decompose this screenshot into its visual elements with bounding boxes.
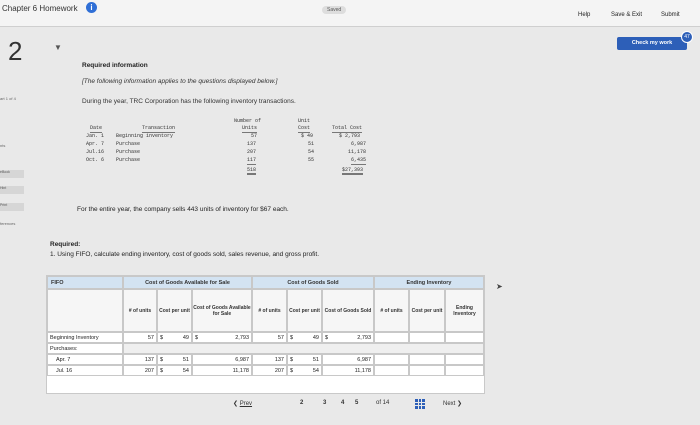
row-trans: Beginning inventory: [116, 133, 174, 139]
page-4[interactable]: 4: [341, 400, 345, 406]
row-date: Oct. 6: [86, 157, 105, 163]
row-trans: Purchase: [116, 149, 141, 155]
row-units: 57: [251, 133, 258, 139]
references-link[interactable]: ferences: [0, 221, 16, 226]
row-total: $ 2,793: [339, 133, 361, 139]
row-cost: 51: [308, 141, 315, 147]
page-count: of 14: [376, 400, 390, 406]
header-unitcost-top: Unit: [298, 118, 311, 124]
header-total: Total Cost: [332, 125, 363, 131]
row-total: 11,178: [348, 149, 367, 155]
apr-sold-cpu-input[interactable]: $ 51: [287, 354, 322, 365]
apr-end-units-input[interactable]: [374, 354, 409, 365]
row-apr-label: Apr. 7: [47, 354, 123, 365]
save-exit-button[interactable]: Save & Exit: [611, 12, 643, 18]
points-label: nts: [0, 143, 6, 148]
apr-cost-input[interactable]: 6,987: [192, 354, 252, 365]
fifo-label: FIFO: [47, 276, 123, 289]
question-number: 2: [8, 36, 23, 66]
row-label-header: [47, 289, 123, 332]
row-units: 207: [247, 149, 257, 155]
ebook-button[interactable]: eBook: [0, 170, 24, 178]
part-label: art 1 of 4: [0, 96, 16, 101]
page-3[interactable]: 3: [323, 400, 327, 406]
col-cost-per-unit: Cost per unit: [157, 289, 192, 332]
col-sold-cost: Cost of Goods Sold: [322, 289, 374, 332]
col-cost-available: Cost of Goods Available for Sale: [192, 289, 252, 332]
required-info-desc: During the year, TRC Corporation has the following inventory transactions.: [82, 98, 296, 105]
header-unitcost: Cost: [298, 125, 311, 131]
beginning-cpu-input[interactable]: $ 49: [157, 332, 192, 343]
total-units: 518: [247, 167, 257, 173]
row-date: Jan. 1: [86, 133, 105, 139]
row-cost: $ 49: [301, 133, 314, 139]
beginning-units-input[interactable]: 57: [123, 332, 157, 343]
next-button[interactable]: Next ❯: [443, 401, 463, 407]
header-transaction: Transaction: [142, 125, 176, 131]
sales-statement: For the entire year, the company sells 443 units of inventory for $67 each.: [77, 206, 289, 213]
jul-sold-units-input[interactable]: 207: [252, 365, 287, 376]
jul-cost-input[interactable]: 11,178: [192, 365, 252, 376]
jul-end-cpu-input[interactable]: [409, 365, 445, 376]
prev-button[interactable]: ❮ Prev: [233, 401, 253, 407]
beginning-cost-input[interactable]: $ 2,793: [192, 332, 252, 343]
jul-units-input[interactable]: 207: [123, 365, 157, 376]
beginning-sold-cpu-input[interactable]: $ 49: [287, 332, 322, 343]
jul-end-units-input[interactable]: [374, 365, 409, 376]
row-beginning-label: Beginning Inventory: [47, 332, 123, 343]
required-instruction: 1. Using FIFO, calculate ending inventory, cost of goods sold, sales revenue, and gross profit.: [50, 251, 320, 258]
apr-cpu-input[interactable]: $ 51: [157, 354, 192, 365]
row-cost: 54: [308, 149, 315, 155]
jul-sold-cpu-input[interactable]: $ 54: [287, 365, 322, 376]
jul-cpu-input[interactable]: $ 54: [157, 365, 192, 376]
beginning-sold-cost-input[interactable]: $ 2,793: [322, 332, 374, 343]
apr-units-input[interactable]: 137: [123, 354, 157, 365]
beginning-end-inv-input[interactable]: [445, 332, 484, 343]
homework-title: Chapter 6 Homework: [2, 4, 78, 13]
required-info-note: [The following information applies to the questions displayed below.]: [82, 78, 278, 85]
row-trans: Purchase: [116, 157, 141, 163]
row-units: 137: [247, 141, 257, 147]
row-jul-label: Jul. 16: [47, 365, 123, 376]
apr-end-inv-input[interactable]: [445, 354, 484, 365]
header-units-top: Number of: [234, 118, 262, 124]
row-date: Jul.16: [86, 149, 105, 155]
row-units: 117: [247, 157, 257, 163]
saved-indicator: Saved: [322, 6, 346, 14]
jul-end-inv-input[interactable]: [445, 365, 484, 376]
top-bar: [0, 0, 700, 27]
purchases-spacer: [123, 343, 484, 354]
mouse-cursor-icon: ➤: [496, 282, 503, 291]
hint-button[interactable]: Hint: [0, 186, 24, 194]
row-trans: Purchase: [116, 141, 141, 147]
total-cost: $27,393: [342, 167, 364, 173]
check-count-badge: 47: [681, 31, 693, 43]
beginning-sold-units-input[interactable]: 57: [252, 332, 287, 343]
col-sold-cpu: Cost per unit: [287, 289, 322, 332]
info-icon[interactable]: i: [86, 2, 97, 13]
beginning-end-units-input[interactable]: [374, 332, 409, 343]
help-button[interactable]: Help: [578, 12, 591, 18]
chevron-down-icon[interactable]: ▼: [54, 43, 62, 52]
col-sold-units: # of units: [252, 289, 287, 332]
required-info-title: Required information: [82, 62, 148, 69]
print-button[interactable]: Print: [0, 203, 24, 211]
beginning-end-cpu-input[interactable]: [409, 332, 445, 343]
apr-sold-units-input[interactable]: 137: [252, 354, 287, 365]
fifo-table: [46, 275, 485, 394]
header-date: Date: [90, 125, 103, 131]
col-end-cpu: Cost per unit: [409, 289, 445, 332]
grid-icon[interactable]: [415, 399, 425, 409]
apr-sold-cost-input[interactable]: 6,987: [322, 354, 374, 365]
page-2[interactable]: 2: [300, 400, 304, 406]
group-available: Cost of Goods Available for Sale: [123, 276, 252, 289]
required-title: Required:: [50, 241, 81, 248]
row-cost: 55: [308, 157, 315, 163]
row-date: Apr. 7: [86, 141, 105, 147]
apr-end-cpu-input[interactable]: [409, 354, 445, 365]
col-end-units: # of units: [374, 289, 409, 332]
jul-sold-cost-input[interactable]: 11,178: [322, 365, 374, 376]
header-units: Units: [242, 125, 258, 131]
check-my-work-button[interactable]: Check my work: [617, 37, 687, 50]
row-total: 6,435: [351, 157, 367, 163]
group-sold: Cost of Goods Sold: [252, 276, 374, 289]
page-5[interactable]: 5: [355, 400, 359, 406]
row-purchases-label: Purchases:: [47, 343, 123, 354]
col-end-inv: Ending Inventory: [445, 289, 484, 332]
submit-button[interactable]: Submit: [661, 12, 680, 18]
row-total: 6,987: [351, 141, 367, 147]
col-units: # of units: [123, 289, 157, 332]
group-ending: Ending Inventory: [374, 276, 484, 289]
